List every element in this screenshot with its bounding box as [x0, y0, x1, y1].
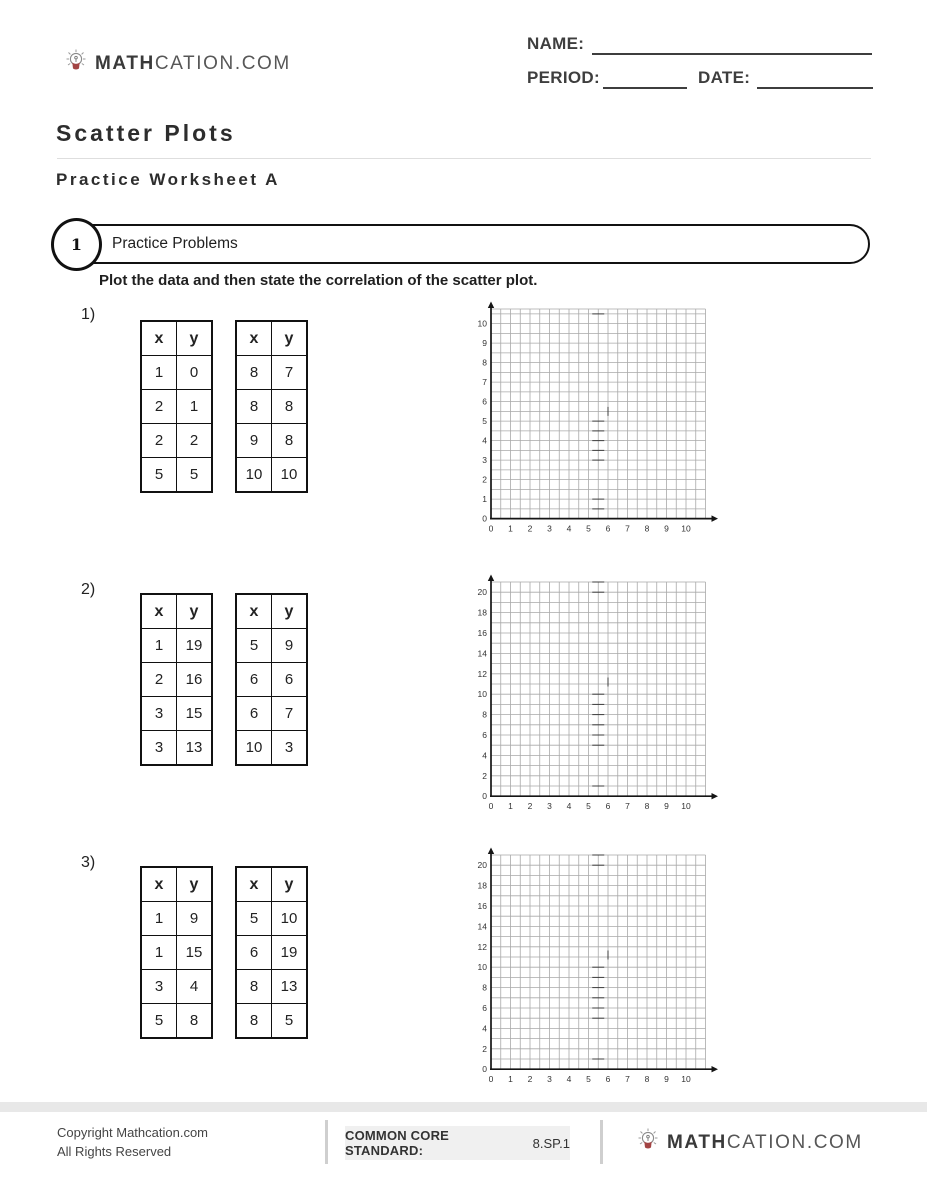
footer-vertical-divider-right — [600, 1120, 603, 1164]
table-value-cell: 6 — [272, 663, 308, 697]
table-value-cell: 3 — [272, 731, 308, 766]
svg-text:2: 2 — [482, 474, 487, 485]
svg-text:14: 14 — [477, 648, 487, 659]
table-value-cell: 6 — [236, 663, 272, 697]
logo-text-bold: MATH — [95, 52, 155, 74]
table-value-cell: 16 — [177, 663, 213, 697]
table-value-cell: 8 — [236, 970, 272, 1004]
svg-text:4: 4 — [566, 1074, 572, 1085]
xy-data-table — [235, 593, 308, 766]
table-header-cell: y — [272, 321, 308, 356]
table-value-cell: 8 — [236, 390, 272, 424]
table-row — [236, 902, 307, 936]
table-value-cell: 5 — [236, 902, 272, 936]
section-number-badge: 1 — [51, 218, 102, 271]
table-value-cell: 10 — [272, 458, 308, 493]
table-value-cell: 0 — [177, 356, 213, 390]
table-row — [141, 424, 212, 458]
svg-text:5: 5 — [586, 1074, 591, 1085]
table-header-cell: y — [272, 867, 308, 902]
xy-data-table — [235, 866, 308, 1039]
coordinate-grid — [474, 301, 719, 536]
svg-text:8: 8 — [644, 523, 650, 534]
svg-text:8: 8 — [482, 357, 487, 368]
table-row — [236, 970, 307, 1004]
svg-text:0: 0 — [482, 513, 487, 524]
table-row — [236, 424, 307, 458]
svg-text:0: 0 — [488, 801, 494, 812]
table-row — [141, 697, 212, 731]
coordinate-grid — [474, 574, 719, 814]
problem-number: 1) — [81, 306, 96, 323]
title-divider — [57, 158, 871, 159]
svg-text:5: 5 — [586, 801, 591, 812]
table-value-cell: 5 — [141, 458, 177, 493]
svg-text:8: 8 — [482, 982, 487, 993]
lightbulb-icon — [636, 1127, 660, 1158]
table-row — [236, 458, 307, 493]
xy-data-table — [140, 593, 213, 766]
footer-divider-bar — [0, 1102, 927, 1112]
table-value-cell: 8 — [177, 1004, 213, 1039]
svg-text:20: 20 — [477, 860, 487, 871]
footer-vertical-divider-left — [325, 1120, 328, 1164]
svg-text:7: 7 — [625, 1074, 630, 1085]
date-label: DATE: — [698, 68, 751, 87]
table-row — [236, 390, 307, 424]
table-value-cell: 2 — [141, 663, 177, 697]
table-header-cell: y — [177, 594, 213, 629]
standard-value: 8.SP.1 — [532, 1135, 570, 1151]
svg-text:4: 4 — [566, 801, 572, 812]
svg-text:4: 4 — [482, 1023, 487, 1034]
copyright-text — [57, 1124, 208, 1162]
svg-text:9: 9 — [482, 338, 487, 349]
table-value-cell: 10 — [236, 458, 272, 493]
table-row — [141, 356, 212, 390]
svg-text:6: 6 — [482, 1003, 487, 1013]
section-title: Practice Problems — [112, 235, 238, 252]
svg-text:2: 2 — [482, 1043, 487, 1054]
copyright-line2: All Rights Reserved — [57, 1143, 172, 1159]
svg-text:7: 7 — [625, 801, 630, 812]
table-value-cell: 19 — [177, 629, 213, 663]
table-value-cell: 1 — [141, 356, 177, 390]
svg-text:0: 0 — [482, 1064, 487, 1075]
svg-text:12: 12 — [477, 941, 487, 952]
table-value-cell: 8 — [236, 1004, 272, 1039]
svg-text:6: 6 — [605, 801, 611, 812]
svg-text:2: 2 — [527, 523, 533, 534]
svg-text:5: 5 — [586, 523, 591, 534]
table-value-cell: 6 — [236, 936, 272, 970]
table-value-cell: 15 — [177, 936, 213, 970]
svg-text:9: 9 — [664, 801, 669, 812]
svg-text:0: 0 — [482, 791, 487, 802]
table-header-cell: y — [177, 867, 213, 902]
instruction-text: Plot the data and then state the correlation of the scatter plot. — [99, 272, 538, 289]
logo-text-light: CATION.COM — [726, 1131, 863, 1153]
table-value-cell: 7 — [272, 697, 308, 731]
problem-number: 3) — [81, 854, 96, 871]
mathcation-logo — [64, 48, 291, 79]
svg-text:3: 3 — [547, 1074, 552, 1085]
svg-text:12: 12 — [477, 668, 487, 679]
table-row — [141, 936, 212, 970]
table-header-cell: x — [141, 594, 177, 629]
svg-text:0: 0 — [488, 523, 494, 534]
coordinate-grid — [474, 847, 719, 1087]
table-header-cell: x — [236, 321, 272, 356]
table-value-cell: 4 — [177, 970, 213, 1004]
table-value-cell: 8 — [236, 356, 272, 390]
table-value-cell: 9 — [177, 902, 213, 936]
table-value-cell: 5 — [272, 1004, 308, 1039]
table-value-cell: 1 — [141, 936, 177, 970]
period-label: PERIOD: — [527, 68, 600, 87]
table-header-cell: y — [177, 321, 213, 356]
logo-text-light: CATION.COM — [154, 52, 291, 74]
svg-text:8: 8 — [644, 1074, 650, 1085]
xy-data-table — [140, 866, 213, 1039]
copyright-line1: Copyright Mathcation.com — [57, 1125, 209, 1140]
svg-text:6: 6 — [482, 730, 487, 740]
table-value-cell: 3 — [141, 697, 177, 731]
svg-text:18: 18 — [477, 607, 487, 618]
table-value-cell: 1 — [177, 390, 213, 424]
problem-number: 2) — [81, 581, 96, 598]
svg-text:20: 20 — [477, 587, 487, 598]
table-row — [141, 902, 212, 936]
name-label: NAME: — [527, 34, 585, 53]
svg-text:2: 2 — [482, 770, 487, 781]
mathcation-logo-footer — [636, 1127, 863, 1158]
table-value-cell: 3 — [141, 731, 177, 766]
table-row — [141, 1004, 212, 1039]
table-value-cell: 2 — [141, 424, 177, 458]
svg-text:0: 0 — [488, 1074, 494, 1085]
table-row — [236, 629, 307, 663]
table-value-cell: 13 — [272, 970, 308, 1004]
table-header-cell: x — [236, 594, 272, 629]
table-value-cell: 6 — [236, 697, 272, 731]
table-value-cell: 5 — [141, 1004, 177, 1039]
svg-text:6: 6 — [482, 396, 487, 407]
table-row — [141, 731, 212, 766]
svg-text:10: 10 — [477, 962, 487, 973]
table-row — [141, 970, 212, 1004]
table-row — [236, 731, 307, 766]
svg-text:3: 3 — [547, 523, 552, 534]
table-row — [141, 663, 212, 697]
svg-text:10: 10 — [681, 801, 691, 812]
svg-text:1: 1 — [508, 801, 513, 812]
table-value-cell: 9 — [236, 424, 272, 458]
lightbulb-icon — [64, 48, 88, 79]
table-row — [236, 697, 307, 731]
table-value-cell: 8 — [272, 390, 308, 424]
svg-text:10: 10 — [681, 523, 691, 534]
table-value-cell: 9 — [272, 629, 308, 663]
common-core-standard-box — [345, 1126, 570, 1160]
svg-text:4: 4 — [566, 523, 572, 534]
table-row — [141, 458, 212, 493]
table-value-cell: 3 — [141, 970, 177, 1004]
table-value-cell: 5 — [236, 629, 272, 663]
svg-text:10: 10 — [681, 1074, 691, 1085]
name-blank-line — [592, 52, 872, 55]
svg-text:1: 1 — [508, 523, 513, 534]
standard-label: COMMON CORE STANDARD: — [345, 1128, 450, 1158]
svg-text:7: 7 — [625, 523, 630, 534]
svg-text:7: 7 — [482, 377, 487, 388]
svg-text:8: 8 — [644, 801, 650, 812]
svg-text:2: 2 — [527, 801, 533, 812]
table-row — [236, 356, 307, 390]
svg-text:18: 18 — [477, 880, 487, 891]
svg-text:8: 8 — [482, 709, 487, 720]
logo-text-bold: MATH — [667, 1131, 727, 1153]
table-value-cell: 13 — [177, 731, 213, 766]
svg-text:2: 2 — [527, 1074, 533, 1085]
table-value-cell: 19 — [272, 936, 308, 970]
table-value-cell: 15 — [177, 697, 213, 731]
svg-text:9: 9 — [664, 523, 669, 534]
table-header-cell: x — [141, 321, 177, 356]
svg-text:16: 16 — [477, 628, 487, 638]
table-value-cell: 1 — [141, 629, 177, 663]
svg-text:1: 1 — [508, 1074, 513, 1085]
svg-text:4: 4 — [482, 435, 487, 446]
table-row — [141, 390, 212, 424]
table-value-cell: 10 — [272, 902, 308, 936]
svg-text:3: 3 — [547, 801, 552, 812]
table-value-cell: 10 — [236, 731, 272, 766]
table-value-cell: 8 — [272, 424, 308, 458]
period-blank-line — [603, 86, 687, 89]
svg-text:16: 16 — [477, 901, 487, 911]
table-header-cell: x — [236, 867, 272, 902]
svg-text:6: 6 — [605, 523, 611, 534]
page-title: Scatter Plots — [56, 120, 236, 146]
table-row — [141, 629, 212, 663]
table-row — [236, 1004, 307, 1039]
date-blank-line — [757, 86, 873, 89]
table-row — [236, 663, 307, 697]
table-value-cell: 1 — [141, 902, 177, 936]
svg-text:1: 1 — [482, 494, 487, 505]
svg-text:9: 9 — [664, 1074, 669, 1085]
svg-text:10: 10 — [477, 689, 487, 700]
table-row — [236, 936, 307, 970]
table-value-cell: 2 — [177, 424, 213, 458]
table-value-cell: 5 — [177, 458, 213, 493]
logo-text — [95, 53, 291, 75]
xy-data-table — [140, 320, 213, 493]
svg-text:5: 5 — [482, 416, 487, 427]
table-value-cell: 7 — [272, 356, 308, 390]
logo-text — [667, 1132, 863, 1154]
table-value-cell: 2 — [141, 390, 177, 424]
svg-text:10: 10 — [477, 318, 487, 329]
svg-text:4: 4 — [482, 750, 487, 761]
xy-data-table — [235, 320, 308, 493]
table-header-cell: x — [141, 867, 177, 902]
table-header-cell: y — [272, 594, 308, 629]
svg-text:6: 6 — [605, 1074, 611, 1085]
page-subtitle: Practice Worksheet A — [56, 170, 280, 189]
svg-text:14: 14 — [477, 921, 487, 932]
svg-text:3: 3 — [482, 455, 487, 466]
